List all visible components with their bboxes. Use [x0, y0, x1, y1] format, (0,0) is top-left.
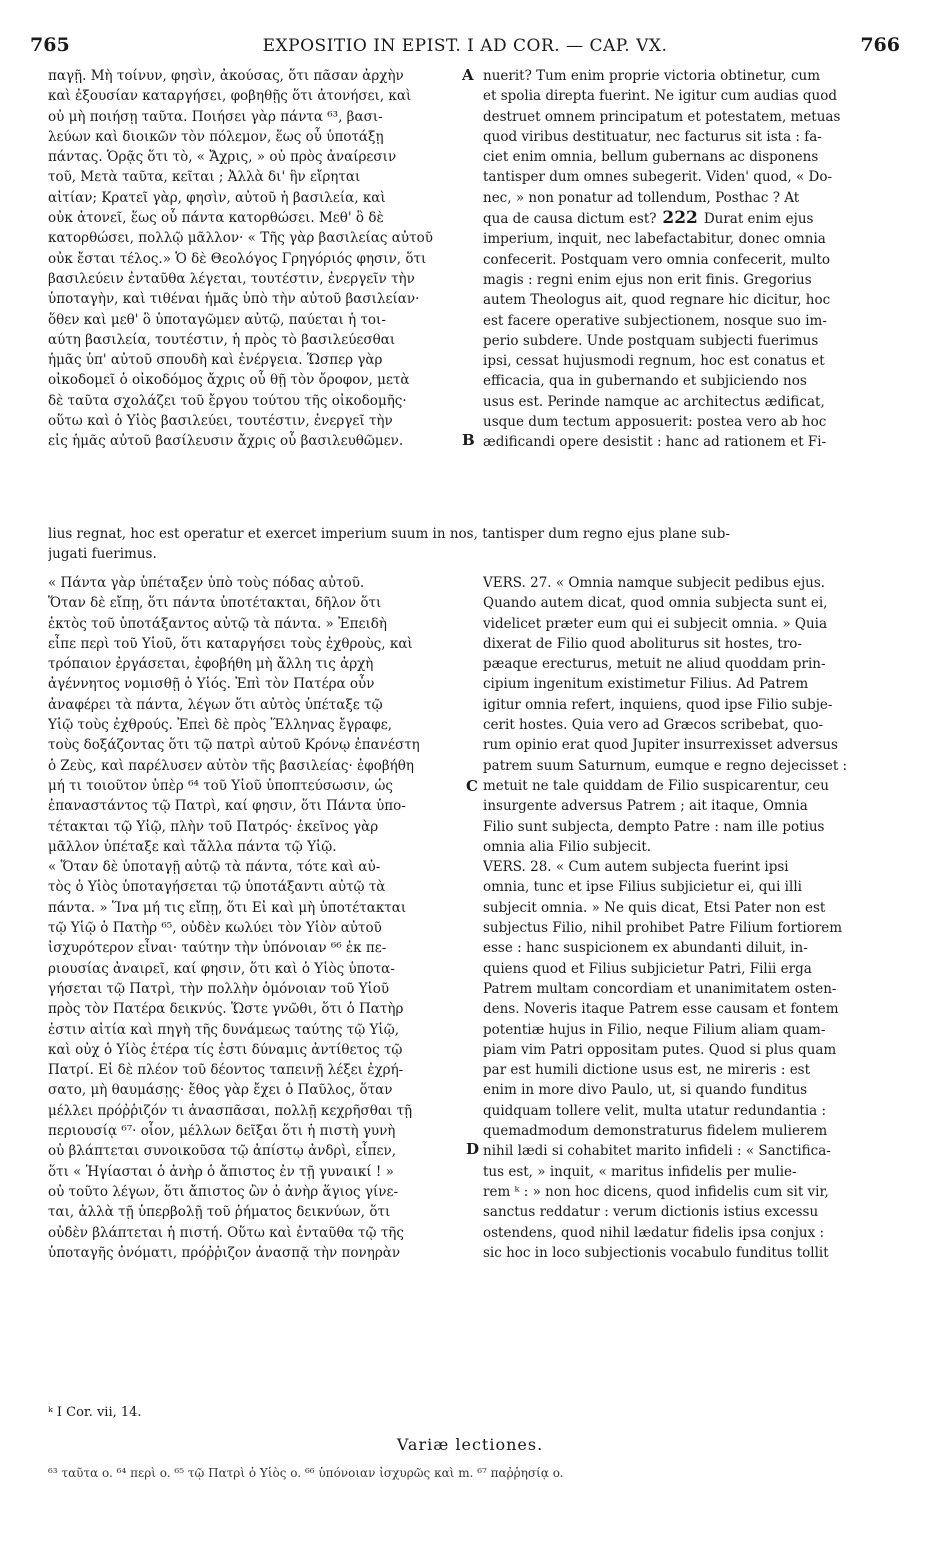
- latin-text-line: cipium ingenitum existimetur Filius. Ad Patrem: [483, 676, 809, 693]
- greek-text-line: καὶ οὐχ ὁ Υἱὸς ἑτέρα τίς ἐστι δύναμις ἀντίθετος τῷ: [48, 1041, 403, 1058]
- latin-column-bottom: [483, 573, 901, 1263]
- latin-text-line: ostendens, quod nihil lædatur fidelis ipsa conjux :: [483, 1224, 825, 1241]
- latin-text-line: magis : regni enim ejus non erit finis. Gregorius: [483, 271, 812, 288]
- greek-text-line: ὑποταγῆς ὀνόματι, πρόῤῥιζον ἀνασπᾷ τὴν πονηρὰν: [48, 1244, 401, 1261]
- greek-text-line: περιουσίᾳ ⁶⁷· οἷον, μέλλων δεῖξαι ὅτι ἡ πιστὴ γυνὴ: [48, 1123, 396, 1140]
- greek-text-line: μᾶλλον ὑπέταξε καὶ τἄλλα πάντα τῷ Υἱῷ.: [48, 838, 337, 855]
- margin-marker-d: D: [466, 1140, 480, 1158]
- greek-text-line: πάντα. » Ἵνα μή τις εἴπῃ, ὅτι Εἰ καὶ μὴ ὑποτέτακται: [48, 899, 407, 916]
- latin-text-line: igitur omnia refert, inquiens, quod ipse Filio subje-: [483, 696, 833, 713]
- latin-text-line: quod viribus destituatur, nec facturus sit ista : fa-: [483, 128, 822, 145]
- page-number-right: 766: [860, 34, 900, 56]
- greek-column-top: [48, 66, 458, 452]
- latin-text-line: potentiæ hujus in Filio, neque Filium aliam quam-: [483, 1021, 826, 1038]
- latin-text-line: omnia alia Filio subjecit.: [483, 838, 652, 855]
- latin-text-line: nihil lædi si cohabitet marito infideli : « Sanctifica-: [483, 1143, 831, 1160]
- greek-text-line: ὅθεν καὶ μεθ' ὃ ὑποταγῶμεν αὐτῷ, παύεται ἡ τοι-: [48, 311, 386, 328]
- latin-text-line: esse : hanc suspicionem ex abundanti diluit, in-: [483, 940, 808, 957]
- latin-text-line: quiens quod et Filius subjicietur Patri, Filii erga: [483, 960, 812, 977]
- footnote: ᵏ I Cor. vii, 14.: [48, 1405, 142, 1420]
- latin-text-line: imperium, inquit, nec labefactabitur, donec omnia: [483, 231, 826, 248]
- greek-text-line: οὐκ ἀτονεῖ, ἕως οὗ πάντα κατορθώσει. Μεθ' ὃ δὲ: [48, 210, 384, 227]
- greek-text-line: ὑποταγὴν, καὶ τιθέναι ἡμᾶς ὑπὸ τὴν αὐτοῦ βασιλείαν·: [48, 291, 420, 308]
- latin-text-line: usus est. Perinde namque ac architectus ædificat,: [483, 393, 825, 410]
- greek-text-line: μή τι τοιοῦτον ὑπὲρ ⁶⁴ τοῦ Υἱοῦ ὑποπτεύσωσιν, ὡς: [48, 777, 393, 794]
- page-header: [30, 34, 900, 64]
- greek-text-line: ἀγέννητος νομισθῇ ὁ Υἱός. Ἐπὶ τὸν Πατέρα οὖν: [48, 676, 375, 693]
- running-title: EXPOSITIO IN EPIST. I AD COR. — CAP. VX.: [262, 36, 668, 56]
- latin-text-line: ædificandi opere desistit : hanc ad rationem et Fi-: [483, 434, 827, 451]
- latin-text-line: qua de causa dictum est? 222 Durat enim ejus: [483, 208, 814, 229]
- greek-text-line: τῷ Υἱῷ ὁ Πατὴρ ⁶⁵, οὐδὲν κωλύει τὸν Υἱὸν αὐτοῦ: [48, 920, 382, 937]
- latin-text-line: nuerit? Tum enim proprie victoria obtinetur, cum: [483, 68, 820, 84]
- latin-text-line: autem Theologus ait, quod regnare hic dicitur, hoc: [483, 292, 831, 309]
- greek-column-bottom: [48, 573, 458, 1263]
- latin-text-line: nec, » non ponatur ad tollendum, Posthac ? At: [483, 189, 800, 206]
- greek-text-line: οὐ μὴ ποιήσῃ ταῦτα. Ποιήσει γὰρ πάντα ⁶³, βασι-: [48, 108, 383, 125]
- latin-text-line: dixerat de Filio quod aboliturus sit hostes, tro-: [483, 635, 802, 652]
- greek-text-line: λεύων καὶ διοικῶν τὸν πόλεμον, ἕως οὗ ὑποτάξῃ: [48, 128, 384, 145]
- latin-text-line: piam vim Patri oppositam putes. Quod si plus quam: [483, 1041, 837, 1058]
- latin-text-line: patrem suum Saturnum, eumque e regno dejecisset :: [483, 757, 848, 774]
- greek-text-line: οὐδὲν βλάπτεται ἡ πιστή. Οὕτω καὶ ἐνταῦθα τῷ τῆς: [48, 1224, 404, 1241]
- latin-text-line: tantisper dum omnes subegerit. Viden' quod, « Do-: [483, 169, 833, 186]
- greek-text-line: « Ὅταν δὲ ὑποταγῇ αὐτῷ τὰ πάντα, τότε καὶ αὐ-: [48, 859, 381, 876]
- greek-text-line: παγῇ. Μὴ τοίνυν, φησὶν, ἀκούσας, ὅτι πᾶσαν ἀρχὴν: [48, 68, 404, 84]
- margin-marker-c: C: [466, 777, 478, 795]
- latin-text-line: enim in more divo Paulo, ut, si quando funditus: [483, 1082, 808, 1099]
- greek-text-line: τὸς ὁ Υἱὸς ὑποταγήσεται τῷ ὑποτάξαντι αὐτῷ τὰ: [48, 879, 386, 896]
- latin-text-line: est facere operative subjectionem, nosque suo im-: [483, 312, 827, 329]
- greek-text-line: εἰς ἡμᾶς αὐτοῦ βασίλευσιν ἄχρις οὗ βασιλευθῶμεν.: [48, 433, 404, 450]
- greek-text-line: τοῦ, Μετὰ ταῦτα, κεῖται ; Ἀλλὰ δι' ἣν εἴρηται: [48, 169, 361, 186]
- column-number: 222: [656, 208, 704, 229]
- variae-lectiones-line: ⁶³ ταῦτα o. ⁶⁴ περὶ o. ⁶⁵ τῷ Πατρὶ ὁ Υἱὸς o. ⁶⁶ ὑπόνοιαν ἰσχυρῶς καὶ m. ⁶⁷ παῤῥησίᾳ o.: [48, 1466, 564, 1480]
- latin-text-line: Filio sunt subjecta, dempto Patre : nam ille potius: [483, 818, 825, 835]
- greek-text-line: ἡμᾶς ὑπ' αὐτοῦ σπουδὴ καὶ ἐνέργεια. Ὥσπερ γὰρ: [48, 352, 383, 369]
- variae-lectiones-title: Variæ lectiones.: [396, 1435, 544, 1454]
- latin-text-line: omnia, tunc et ipse Filius subjicietur ei, qui illi: [483, 879, 802, 896]
- greek-text-line: ριουσίας ἀναιρεῖ, καί φησιν, ὅτι καὶ ὁ Υἱὸς ὑποτα-: [48, 960, 395, 977]
- latin-text-line: confecerit. Postquam vero omnia confecerit, multo: [483, 251, 831, 268]
- greek-text-line: οὐκ ἔσται τέλος.» Ὁ δὲ Θεολόγος Γρηγόριός φησιν, ὅτι: [48, 250, 427, 267]
- greek-text-line: οὐ βλάπτεται συνοικοῦσα τῷ ἀπίστῳ ἀνδρὶ, εἶπεν,: [48, 1143, 397, 1160]
- greek-text-line: γήσεται τῷ Πατρὶ, τὴν πολλὴν ὁμόνοιαν τοῦ Υἱοῦ: [48, 980, 390, 997]
- greek-text-line: ἐπαναστάντος τῷ Πατρὶ, καί φησιν, ὅτι Πάντα ὑπο-: [48, 798, 406, 815]
- greek-text-line: τοὺς δοξάζοντας ὅτι τῷ πατρὶ αὐτοῦ Κρόνῳ ἐπανέστη: [48, 737, 420, 754]
- greek-text-line: αύτη βασιλεία, τουτέστιν, ἡ πρὸς τὸ βασιλεύεσθαι: [48, 331, 396, 348]
- latin-text-line: videlicet præter eum qui ei subjecit omnia. » Quia: [483, 615, 828, 632]
- latin-text-tail: Durat enim ejus: [703, 211, 814, 228]
- latin-text-line: Patrem multam concordiam et unanimitatem osten-: [483, 980, 837, 997]
- latin-text-line: sanctus reddatur : verum dictionis istius excessu: [483, 1204, 819, 1221]
- greek-text-line: ὁ Ζεὺς, καὶ παρέλυσεν αὐτὸν τῆς βασιλείας· ἐφοβήθη: [48, 757, 414, 774]
- latin-text-line: rem ᵏ : » non hoc dicens, quod infidelis cum sit vir,: [483, 1183, 829, 1200]
- greek-text-line: Πατρί. Εἰ δὲ πλέον τοῦ δέοντος ταπεινῇ λέξει ἐχρή-: [48, 1062, 404, 1079]
- full-width-text-line: jugati fuerimus.: [48, 546, 157, 563]
- latin-column-top: [483, 66, 901, 453]
- latin-text-line: sic hoc in loco subjectionis vocabulo funditus tollit: [483, 1244, 829, 1261]
- greek-text-line: τέτακται τῷ Υἱῷ, πλὴν τοῦ Πατρός· ἐκεῖνος γὰρ: [48, 818, 379, 835]
- latin-text-line: subjectus Filio, nihil prohibet Patre Filium fortiorem: [483, 920, 843, 937]
- greek-text-line: πάντας. Ὁρᾷς ὅτι τὸ, « Ἄχρις, » οὐ πρὸς ἀναίρεσιν: [48, 149, 397, 166]
- greek-text-line: κατορθώσει, πολλῷ μᾶλλον· « Τῆς γὰρ βασιλείας αὐτοῦ: [48, 230, 433, 247]
- full-width-text-line: lius regnat, hoc est operatur et exercet imperium suum in nos, tantisper dum regno ejus plane sub-: [48, 526, 730, 542]
- greek-text-line: Ὅταν δὲ εἴπῃ, ὅτι πάντα ὑποτέτακται, δῆλον ὅτι: [48, 595, 382, 612]
- latin-text-line: insurgente adversus Patrem ; ait itaque, Omnia: [483, 798, 808, 815]
- greek-text-line: ἀναφέρει τὰ πάντα, λέγων ὅτι αὐτὸς ὑπέταξε τῷ: [48, 696, 383, 713]
- greek-text-line: τρόπαιον ἐργάσεται, ἐφοβήθη μὴ ἄλλη τις ἀρχὴ: [48, 656, 374, 673]
- greek-text-line: καὶ ἐξουσίαν καταργήσει, φοβηθῇς ὅτι ἀτονήσει, καὶ: [48, 88, 412, 105]
- latin-text-line: par est humili dictione usus est, ne mireris : est: [483, 1062, 811, 1079]
- latin-text-line: dens. Noveris itaque Patrem esse causam et fontem: [483, 1001, 839, 1018]
- latin-text-line: quemadmodum demonstraturus fidelem mulierem: [483, 1123, 828, 1140]
- latin-text-line: usque dum tectum apposuerit: postea vero ab hoc: [483, 414, 827, 431]
- latin-text-line: metuit ne tale quiddam de Filio suspicarentur, ceu: [483, 777, 829, 794]
- latin-text-line: et spolia direpta fuerint. Ne igitur cum audias quod: [483, 88, 837, 105]
- greek-text-line: οἰκοδομεῖ ὁ οἰκοδόμος ἄχρις οὗ θῇ τὸν ὄροφον, μετὰ: [48, 372, 410, 389]
- latin-text-line: efficacia, qua in gubernando et subjiciendo nos: [483, 373, 807, 390]
- latin-text-line: perio subdere. Unde postquam subjecti fuerimus: [483, 332, 819, 349]
- greek-text-line: ἰσχυρότερον εἶναι· ταύτην τὴν ὑπόνοιαν ⁶⁶ ἐκ πε-: [48, 940, 387, 957]
- latin-text-line: ipsi, cessat hujusmodi regnum, hoc est conatus et: [483, 353, 825, 370]
- latin-text-line: Quando autem dicat, quod omnia subjecta sunt ei,: [483, 595, 828, 612]
- full-width-lines: [48, 524, 902, 565]
- greek-text-line: οὕτω καὶ ὁ Υἱὸς βασιλεύει, τουτέστιν, ἐνεργεῖ τὴν: [48, 413, 393, 430]
- latin-text-line: rum opinio erat quod Jupiter insurrexisset adversus: [483, 737, 838, 754]
- latin-text-line: cerit hostes. Quia vero ad Græcos scribebat, quo-: [483, 717, 824, 734]
- latin-text-line: VERS. 27. « Omnia namque subjecit pedibus ejus.: [483, 575, 826, 591]
- latin-text-line: VERS. 28. « Cum autem subjecta fuerint ipsi: [483, 859, 789, 876]
- page-number-left: 765: [30, 34, 70, 56]
- greek-text-line: ἐστιν αἰτία καὶ πηγὴ τῆς δυνάμεως ταύτης τῷ Υἱῷ,: [48, 1021, 400, 1038]
- greek-text-line: δὲ ταῦτα σχολάζει τοῦ ἔργου τούτου τῆς οἰκοδομῆς·: [48, 392, 407, 409]
- latin-text-line: destruet omnem principatum et potestatem, metuas: [483, 108, 841, 125]
- greek-text-line: μέλλει πρόῤῥιζόν τι ἀνασπᾶσαι, πολλῇ κεχρῆσθαι τῇ: [48, 1102, 413, 1119]
- latin-text-line: tus est, » inquit, « maritus infidelis per mulie-: [483, 1163, 797, 1180]
- margin-marker-b: B: [462, 431, 475, 449]
- greek-text-line: οὐ τοῦτο λέγων, ὅτι ἄπιστος ὢν ὁ ἀνὴρ ἅγιος γίνε-: [48, 1183, 399, 1200]
- greek-text-line: ἐκτὸς τοῦ ὑποτάξαντος αὐτῷ τὰ πάντα. » Ἐπειδὴ: [48, 615, 387, 632]
- greek-text-line: βασιλεύειν ἐνταῦθα λέγεται, τουτέστιν, ἐνεργεῖν τὴν: [48, 270, 415, 287]
- greek-text-line: αἰτίαν; Κρατεῖ γὰρ, φησὶν, αὐτοῦ ἡ βασιλεία, καὶ: [48, 189, 386, 206]
- greek-text-line: πρὸς τὸν Πατέρα δεικνύς. Ὥστε γνῶθι, ὅτι ὁ Πατὴρ: [48, 1001, 404, 1018]
- latin-text-line: subjecit omnia. » Ne quis dicat, Etsi Pater non est: [483, 899, 826, 916]
- greek-text-line: « Πάντα γὰρ ὑπέταξεν ὑπὸ τοὺς πόδας αὐτοῦ.: [48, 575, 365, 591]
- greek-text-line: ὅτι « Ἡγίασται ὁ ἀνὴρ ὁ ἄπιστος ἐν τῇ γυναικί ! »: [48, 1163, 394, 1180]
- latin-text-line: ciet enim omnia, bellum gubernans ac disponens: [483, 149, 819, 166]
- greek-text-line: ται, ἀλλὰ τῇ ὑπερβολῇ τοῦ ῥήματος δεικνύων, ὅτι: [48, 1204, 391, 1221]
- greek-text-line: εἶπε περὶ τοῦ Υἱοῦ, ὅτι καταργήσει τοὺς ἐχθροὺς, καὶ: [48, 635, 413, 652]
- latin-text-line: pæaque erecturus, metuit ne aliud quoddam prin-: [483, 656, 826, 673]
- margin-marker-a: A: [462, 66, 474, 84]
- latin-text-line: quidquam tollere velit, multa utatur redundantia :: [483, 1102, 827, 1119]
- greek-text-line: σατο, μὴ θαυμάσῃς· ἔθος γὰρ ἔχει ὁ Παῦλος, ὅταν: [48, 1082, 393, 1099]
- greek-text-line: Υἱῷ τοὺς ἐχθρούς. Ἐπεὶ δὲ πρὸς Ἕλληνας ἔγραφε,: [48, 717, 392, 734]
